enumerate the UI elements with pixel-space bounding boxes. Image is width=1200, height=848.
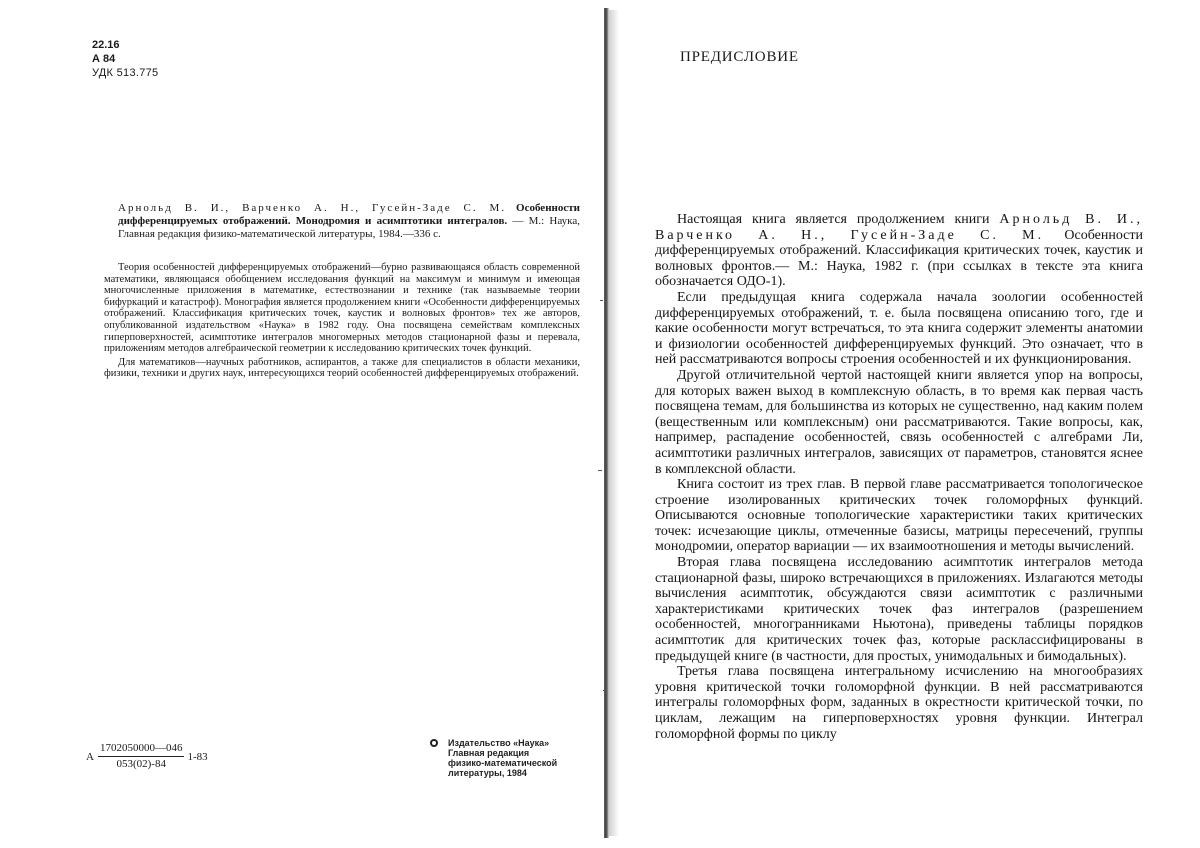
- publisher-line: литературы, 1984: [448, 768, 527, 778]
- copyright-icon: [430, 739, 438, 747]
- biblio-authors: Арнольд В. И., Варченко А. Н., Гусейн-Заде С. М.: [118, 202, 507, 214]
- catalog-codes: [92, 38, 158, 80]
- preface-paragraph: [655, 212, 1143, 290]
- right-page: [612, 0, 1200, 848]
- preface-paragraph: Третья глава посвящена интегральному исчислению на многообразиях уровня критической точки голоморфной функции. В ней рассматриваются интегралы голоморфных форм, заданных в окрестности критической точки, по циклам, лежащим на гиперповерхностях уровня функции. Интеграл голоморфной формы по циклу: [655, 664, 1143, 742]
- bibliographic-entry: [118, 202, 580, 241]
- abstract-paragraph: Для математиков—научных работников, аспирантов, а также для специалистов в области механики, физики, техники и других наук, интересующихся теорий особенностей дифференцируемых отображений.: [104, 356, 580, 380]
- preface-reference: Особенности дифференцируемых отображений. Классификация критических точек, каустик и волновых фронтов.— М.: Наука, 1982 г. (при ссылках в тексте эта книга обозначается ОДО-1).: [655, 227, 1144, 290]
- formula-suffix: 1-83: [187, 750, 208, 763]
- preface-paragraph: Вторая глава посвящена исследованию асимптотик интегралов метода стационарной фазы, широко встречающихся в приложениях. Излагаются методы вычисления асимптотик, обсуждаются связи асимптотик с различными характеристиками критических точек фаз интегралов (разрешением особенностей, многогранниками Ньютона), приведены таблицы порядков асимптотик для критических точек фаз, которые расклассифицированы в предыдущей книге (в частности, для простых, унимодальных и бимодальных).: [655, 555, 1143, 664]
- author-mark: А 84: [92, 53, 116, 65]
- formula-numerator: 1702050000—046: [98, 742, 185, 757]
- price-formula: [86, 742, 208, 771]
- publisher-text: [448, 738, 557, 778]
- preface-body: [655, 212, 1143, 742]
- publisher-line: физико-математической: [448, 758, 558, 768]
- preface-heading: ПРЕДИСЛОВИЕ: [680, 49, 799, 65]
- abstract: [104, 262, 580, 380]
- publisher-line: Главная редакция: [448, 748, 530, 758]
- biblio-imprint: — М.: Наука, Главная редакция физико-математической литературы, 1984.—336 с.: [118, 215, 580, 240]
- formula-fraction: [98, 742, 185, 771]
- preface-paragraph: Если предыдущая книга содержала начала зоологии особенностей дифференцируемых отображений, т. е. была посвящена описанию того, где и какие особенности могут встречаться, то эта книга содержит элементы анатомии и физиологии особенностей дифференцируемых функций. Это означает, что в ней рассматриваются вопросы строения особенностей и их функционирования.: [655, 289, 1143, 368]
- publisher-copyright: [430, 738, 557, 778]
- formula-prefix: А: [86, 750, 94, 763]
- bbk-code: 22.16: [92, 39, 120, 51]
- preface-paragraph: Другой отличительной чертой настоящей книги является упор на вопросы, для которых важен выход в комплексную область, в то время как первая часть посвящена темам, для большинства из которых не существенно, над каким полем (вещественным или комплексным) они рассматриваются. Такие вопросы, как, например, распадение особенностей, связь особенностей с алгебрами Ли, асимптотики различных интегралов, зависящих от параметров, становятся яснее в комплексной области.: [655, 367, 1143, 477]
- preface-authors: Арнольд В. И., Варченко А. Н., Гусейн-Заде С. М.: [655, 212, 1143, 243]
- biblio-title: Особенности дифференцируемых отображений. Монодромия и асимптотики интегралов.: [118, 202, 580, 227]
- preface-lead: Настоящая книга является продолжением книги: [677, 212, 990, 227]
- abstract-paragraph: Теория особенностей дифференцируемых отображений—бурно развивающаяся область современной математики, являющаяся обобщением исследования функций на максимум и минимум и имеющая многочисленные приложения в математике, естествознании и технике (так называемые теории бифуркаций и катастроф). Монография является продолжением книги «Особенности дифференцируемых отображений. Классификация критических точек, каустик и волновых фронтов» тех же авторов, опубликованной издательством «Наука» в 1982 году. Она посвящена семействам комплексных гиперповерхностей, асимптотике интегралов многомерных методов стационарной фазы и перевала, приложениям методов алгебраической геометрии к исследованию критических точек функций.: [104, 262, 580, 355]
- formula-denominator: 053(02)-84: [116, 758, 166, 770]
- publisher-line: Издательство «Наука»: [448, 738, 550, 748]
- udk-code: УДК 513.775: [92, 67, 159, 79]
- preface-paragraph: Книга состоит из трех глав. В первой главе рассматривается топологическое строение изолированных критических точек голоморфных функций. Описываются основные топологические характеристики таких критических точек: исчезающие циклы, отмеченные базисы, матрицы пересечений, группы монодромии, оператор вариации — их взаимоотношения и методы вычислений.: [655, 477, 1143, 555]
